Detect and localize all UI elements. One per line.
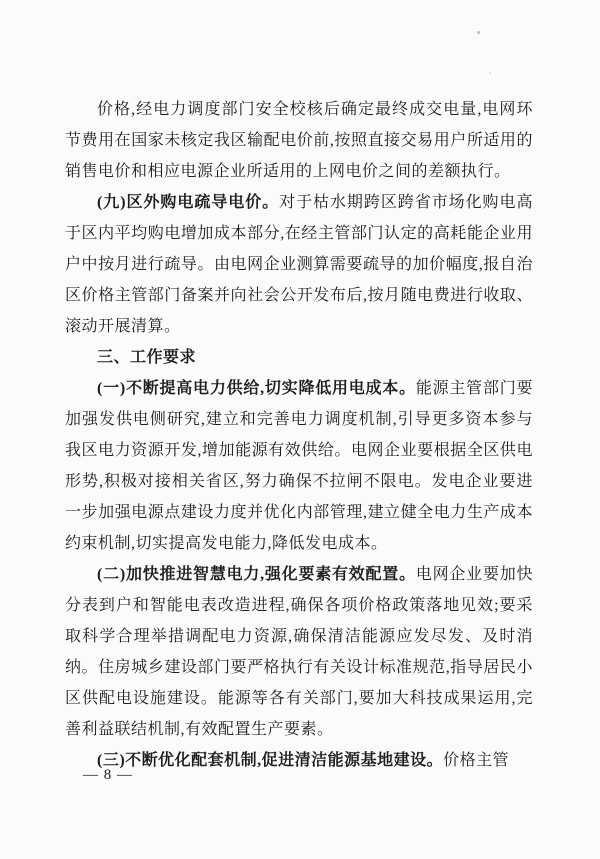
- paragraph-lead: (一)不断提高电力供给,切实降低用电成本。: [97, 380, 416, 397]
- heading-text: 三、工作要求: [97, 349, 197, 366]
- paragraph: [65, 745, 533, 776]
- paragraph-text: 价格主管: [443, 752, 510, 769]
- paragraph: [65, 187, 533, 342]
- page-number-footer: — 8 —: [83, 767, 133, 783]
- paragraph-lead: (二)加快推进智慧电力,强化要素有效配置。: [97, 566, 416, 583]
- paragraph: [65, 559, 533, 745]
- paragraph-text: 能源主管部门要加强发供电侧研究,建立和完善电力调度机制,引导更多资本参与我区电力资源开发,增加能源有效供给。电网企业要根据全区供电形势,积极对接相关省区,努力确保不拉闸不限电。发电企业要进一步加强电源点建设力度并优化内部管理,建立健全电力生产成本约束机制,切实提高发电能力,降低发电成本。: [65, 380, 533, 552]
- scan-speck: [489, 72, 491, 74]
- paragraph-lead: (三)不断优化配套机制,促进清洁能源基地建设。: [97, 752, 444, 769]
- paragraph-text: 对于枯水期跨区跨省市场化购电高于区内平均购电增加成本部分,在经主管部门认定的高耗能企业用户中按月进行疏导。由电网企业测算需要疏导的加价幅度,报自治区价格主管部门备案并向社会公开发布后,按月随电费进行收取、滚动开展清算。: [65, 194, 533, 335]
- paragraph: [65, 94, 533, 187]
- paragraph: [65, 373, 533, 559]
- paragraph-text: 价格,经电力调度部门安全校核后确定最终成交电量,电网环节费用在国家未核定我区输配电价前,按照直接交易用户所适用的销售电价和相应电源企业所适用的上网电价之间的差额执行。: [65, 101, 533, 180]
- document-body: [65, 94, 533, 776]
- section-heading: [65, 342, 533, 373]
- scan-speck: [477, 31, 480, 34]
- paragraph-lead: (九)区外购电疏导电价。: [97, 194, 280, 211]
- paragraph-text: 电网企业要加快分表到户和智能电表改造进程,确保各项价格政策落地见效;要采取科学合理举措调配电力资源,确保清洁能源应发尽发、及时消纳。住房城乡建设部门要严格执行有关设计标准规范,指导居民小区供配电设施建设。能源等各有关部门,要加大科技成果运用,完善利益联结机制,有效配置生产要素。: [65, 566, 533, 738]
